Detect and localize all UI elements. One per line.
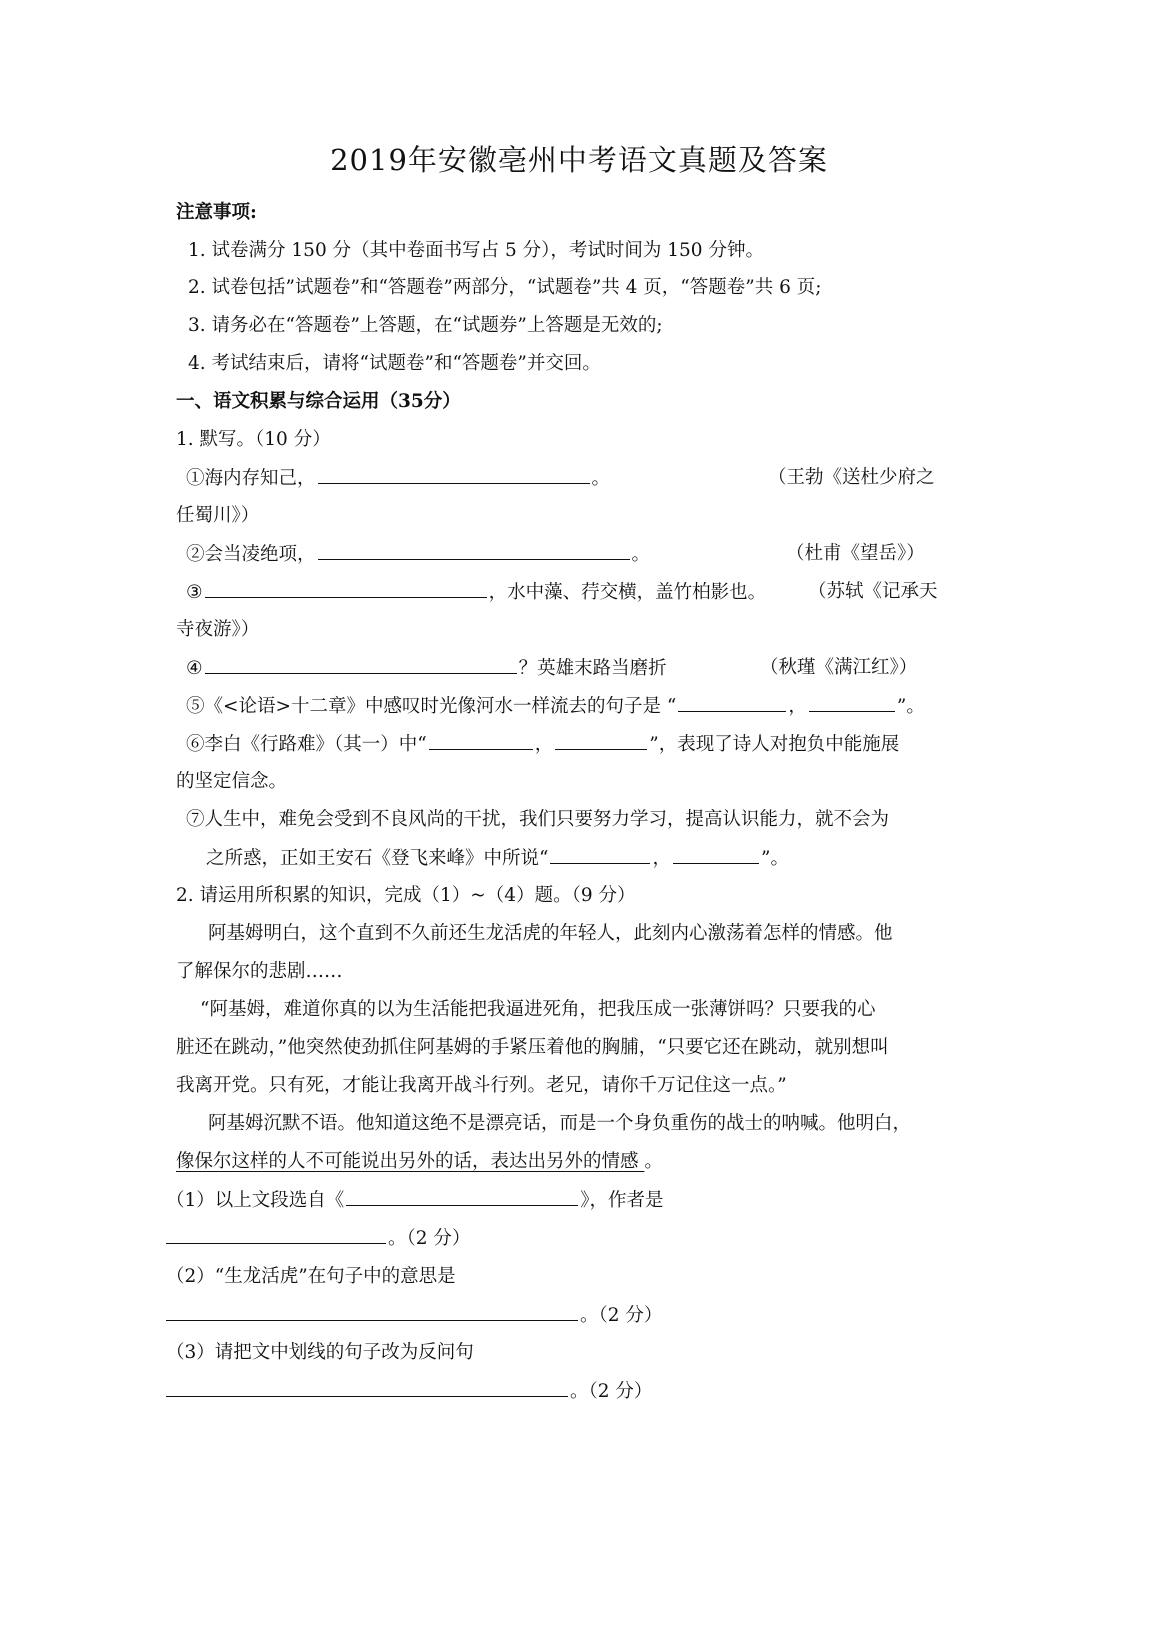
q1-item-1-end: 。 [591, 468, 611, 489]
q1-item-5-blank-2[interactable] [809, 693, 895, 712]
q2-sub-1-text: （1）以上文段选自《 [166, 1190, 345, 1211]
q1-item-7-comma: ， [652, 848, 671, 869]
q2-sub-1-line2 [166, 1225, 470, 1252]
q1-item-6 [186, 731, 899, 758]
q1-item-5-blank-1[interactable] [678, 693, 786, 712]
passage-p3-line1: 阿基姆沉默不语。他知道这绝不是漂亮话，而是一个身负重伤的战士的呐喊。他明白， [208, 1113, 912, 1134]
q1-item-1 [186, 465, 610, 492]
q1-item-3 [186, 579, 766, 606]
passage-p2-line2: 脏还在跳动，”他突然使劲抓住阿基姆的手紧压着他的胸脯，“只要它还在跳动，就别想叫 [176, 1037, 889, 1058]
q2-sub-1-book-blank[interactable] [346, 1187, 578, 1206]
passage-p2-line1: “阿基姆，难道你真的以为生活能把我逼进死角，把我压成一张薄饼吗？只要我的心 [200, 999, 876, 1020]
q1-item-3-source-cont: 寺夜游》） [176, 619, 260, 640]
underlined-sentence: 像保尔这样的人不可能说出另外的话，表达出另外的情感 [176, 1151, 645, 1172]
q1-item-4-num: ④ [186, 658, 203, 679]
q1-item-6-tail: ”，表现了诗人对抱负中能施展 [649, 734, 900, 755]
q1-item-5 [186, 693, 925, 720]
passage-p1-line2: 了解保尔的悲剧…… [176, 961, 343, 982]
q2-sub-1 [166, 1187, 664, 1214]
q1-item-5-end: ”。 [896, 696, 925, 717]
passage-p2-line3: 我离开党。只有死，才能让我离开战斗行列。老兄，请你千万记住这一点。” [176, 1075, 787, 1096]
passage-p3-end: 。 [644, 1151, 663, 1172]
q1-item-3-num: ③ [186, 582, 203, 603]
q2-sub-3-score: 。（2 分） [570, 1381, 653, 1402]
q1-item-7-blank-2[interactable] [673, 845, 759, 864]
q2-sub-3-line2 [166, 1378, 652, 1405]
q1-item-2-text: ②会当凌绝项， [186, 544, 316, 565]
q1-item-7-end: ”。 [760, 848, 789, 869]
q1-item-2 [186, 541, 650, 568]
notice-item-4: 4. 考试结束后，请将“试题卷”和“答题卷”并交回。 [188, 353, 601, 374]
q1-item-5-comma: ， [788, 696, 807, 717]
q1-item-7-line1: ⑦人生中，难免会受到不良风尚的干扰，我们只要努力学习，提高认识能力，就不会为 [186, 809, 890, 830]
question-2-stem: 2. 请运用所积累的知识，完成（1）~（4）题。（9 分） [176, 885, 636, 906]
q2-sub-1-author-blank[interactable] [166, 1225, 386, 1244]
q1-item-2-blank[interactable] [318, 541, 630, 560]
q1-item-7-blank-1[interactable] [550, 845, 650, 864]
q1-item-6-blank-1[interactable] [429, 731, 533, 750]
q1-item-4-source: （秋瑾《满江红》） [760, 657, 918, 678]
q1-item-6-cont: 的坚定信念。 [176, 771, 288, 792]
q1-item-1-blank[interactable] [318, 465, 590, 484]
q1-item-3-blank[interactable] [205, 579, 487, 598]
q2-sub-1-score: 。（2 分） [388, 1228, 471, 1249]
q2-sub-2-line2 [166, 1302, 662, 1329]
q1-item-7-line2 [206, 845, 789, 872]
notice-item-3: 3. 请务必在“答题卷”上答题，在“试题券”上答题是无效的; [188, 315, 663, 336]
notice-heading: 注意事项: [176, 202, 257, 223]
q1-item-1-text: ①海内存知己， [186, 468, 316, 489]
q1-item-1-source: （王勃《送杜少府之 [768, 467, 935, 488]
question-1-stem: 1. 默写。（10 分） [176, 429, 331, 450]
q1-item-4-blank[interactable] [205, 655, 517, 674]
q1-item-1-source-cont: 任蜀川》） [176, 505, 260, 526]
passage-p1-line1: 阿基姆明白，这个直到不久前还生龙活虎的年轻人，此刻内心激荡着怎样的情感。他 [208, 923, 893, 944]
q2-sub-2-score: 。（2 分） [580, 1305, 663, 1326]
q1-item-2-source: （杜甫《望岳》） [786, 543, 925, 564]
q1-item-4 [186, 655, 667, 682]
section-heading: 一、语文积累与综合运用（35分） [176, 391, 461, 412]
q1-item-5-text: ⑤《<论语>十二章》中感叹时光像河水一样流去的句子是 “ [186, 696, 677, 717]
q1-item-3-text: ，水中藻、荇交横，盖竹柏影也。 [488, 582, 767, 603]
q1-item-6-text: ⑥李白《行路难》（其一）中“ [186, 734, 427, 755]
q1-item-6-blank-2[interactable] [555, 731, 647, 750]
q1-item-3-source: （苏轼《记承天 [808, 581, 938, 602]
page-title: 2019年安徽亳州中考语文真题及答案 [330, 143, 828, 177]
q1-item-4-text: ？英雄末路当磨折 [518, 658, 667, 679]
q2-sub-2-blank[interactable] [166, 1302, 578, 1321]
q1-item-6-comma: ， [534, 734, 554, 755]
notice-item-2: 2. 试卷包括”试题卷”和“答题卷”两部分，“试题卷”共 4 页，“答题卷”共 6 页; [188, 277, 822, 298]
q2-sub-2: （2）“生龙活虎”在句子中的意思是 [166, 1266, 456, 1287]
q2-sub-3-blank[interactable] [166, 1378, 568, 1397]
passage-p3-line2 [176, 1149, 663, 1175]
q2-sub-1-author-label: 》，作者是 [580, 1190, 664, 1211]
notice-item-1: 1. 试卷满分 150 分（其中卷面书写占 5 分），考试时间为 150 分钟。 [188, 240, 764, 261]
q1-item-2-end: 。 [631, 544, 651, 565]
q1-item-7-text: 之所惑，正如王安石《登飞来峰》中所说“ [206, 848, 549, 869]
q2-sub-3: （3）请把文中划线的句子改为反问句 [166, 1342, 474, 1363]
